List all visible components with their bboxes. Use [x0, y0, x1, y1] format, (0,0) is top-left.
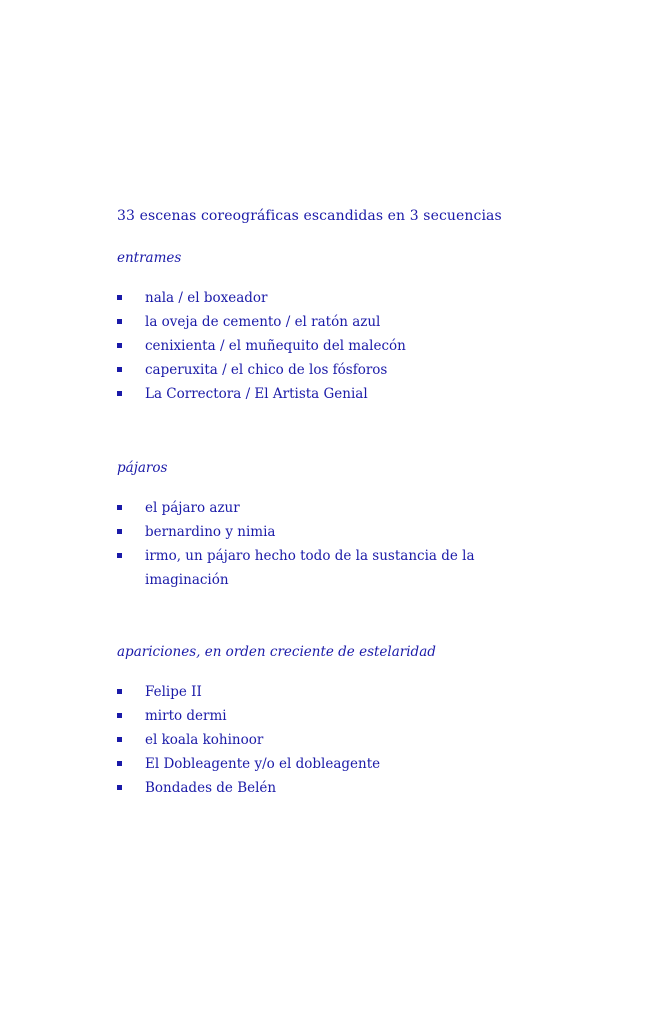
square-bullet-icon [117, 367, 122, 372]
list-item [117, 680, 380, 704]
list-item [117, 358, 406, 382]
square-bullet-icon [117, 529, 122, 534]
list-item-text: caperuxita / el chico de los fósforos [145, 362, 388, 378]
list-item [117, 520, 475, 544]
list-item [117, 704, 380, 728]
square-bullet-icon [117, 553, 122, 558]
square-bullet-icon [117, 785, 122, 790]
list-item-text: el koala kohinoor [145, 732, 264, 748]
square-bullet-icon [117, 295, 122, 300]
section-title-apariciones: apariciones, en orden creciente de estelaridad [117, 644, 436, 660]
list-item-text: irmo, un pájaro hecho todo de la sustancia de la [145, 548, 475, 564]
list-item-text: Felipe II [145, 684, 202, 700]
square-bullet-icon [117, 319, 122, 324]
list-item-text: la oveja de cemento / el ratón azul [145, 314, 381, 330]
square-bullet-icon [117, 391, 122, 396]
list-item-text: imaginación [145, 572, 229, 588]
list-item [117, 496, 475, 520]
section-title-entrames: entrames [117, 250, 182, 266]
section-list-apariciones [117, 680, 380, 800]
section-list-entrames [117, 286, 406, 406]
list-item-text: el pájaro azur [145, 500, 240, 516]
list-item-text: El Dobleagente y/o el dobleagente [145, 756, 381, 772]
list-item [117, 728, 380, 752]
list-item-text: bernardino y nimia [145, 524, 276, 540]
section-title-pajaros: pájaros [117, 460, 168, 476]
list-item-text: Bondades de Belén [145, 780, 277, 796]
list-item [117, 776, 380, 800]
square-bullet-icon [117, 761, 122, 766]
list-item-text: mirto dermi [145, 708, 227, 724]
list-item [117, 752, 380, 776]
square-bullet-icon [117, 713, 122, 718]
list-item [117, 286, 406, 310]
list-item [117, 334, 406, 358]
list-item [117, 544, 475, 568]
list-item-continuation [117, 568, 475, 592]
square-bullet-icon [117, 505, 122, 510]
square-bullet-icon [117, 689, 122, 694]
square-bullet-icon [117, 737, 122, 742]
section-list-pajaros [117, 496, 475, 592]
document-heading: 33 escenas coreográficas escandidas en 3 secuencias [117, 208, 502, 224]
square-bullet-icon [117, 343, 122, 348]
list-item-text: cenixienta / el muñequito del malecón [145, 338, 406, 354]
list-item [117, 310, 406, 334]
list-item [117, 382, 406, 406]
list-item-text: nala / el boxeador [145, 290, 268, 306]
list-item-text: La Correctora / El Artista Genial [145, 386, 368, 402]
